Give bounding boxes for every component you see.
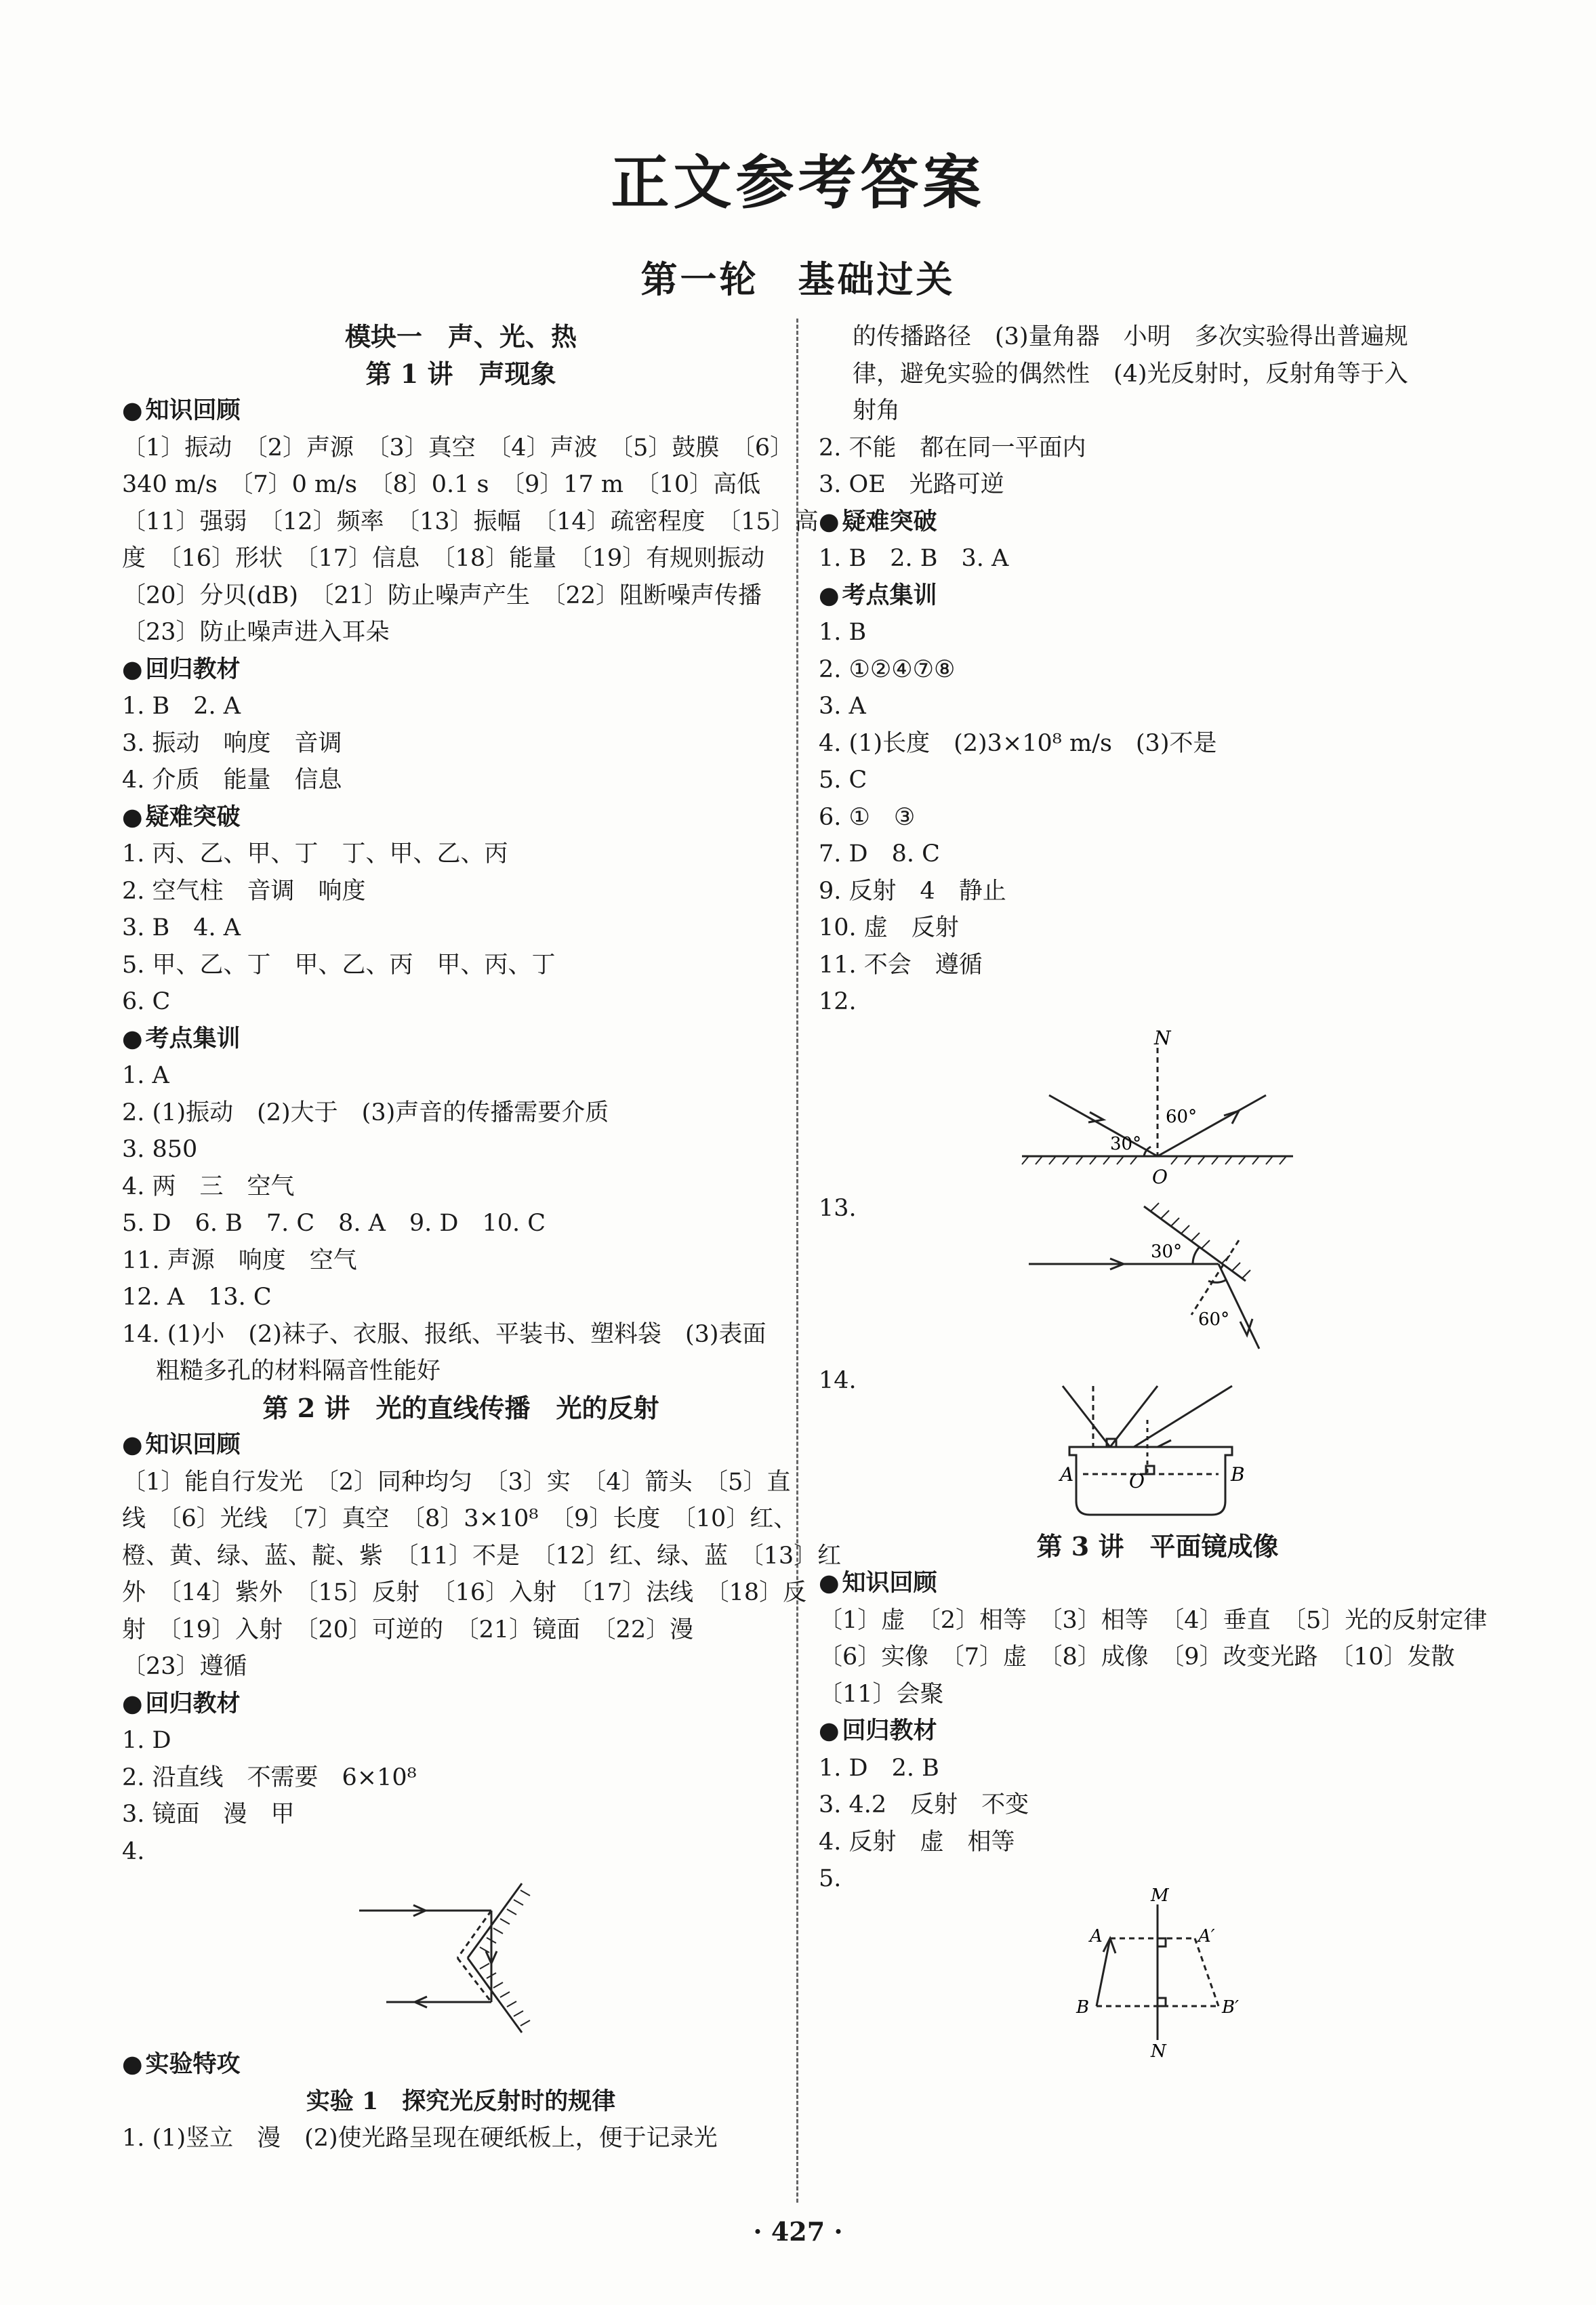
- section-difficult: ● 疑难突破: [819, 504, 1496, 541]
- label-b: B: [1076, 1997, 1090, 2018]
- answer-line: 1. (1)竖立 漫 (2)使光路呈现在硬纸板上，便于记录光: [122, 2125, 718, 2152]
- l1-review-line: 340 m/s 〔7〕0 m/s 〔8〕0.1 s 〔9〕17 m 〔10〕高低: [122, 471, 761, 498]
- label-30: 30°: [1151, 1242, 1183, 1262]
- l2-review-line: 射 〔19〕入射 〔20〕可逆的 〔21〕镜面 〔22〕漫: [122, 1616, 694, 1644]
- section-textbook: ● 回归教材: [122, 1686, 800, 1723]
- module-heading: 模块一 声、光、热: [344, 321, 577, 352]
- answer-line: 5. C: [819, 767, 867, 794]
- section-review: ● 知识回顾: [122, 392, 800, 430]
- page-number: · 427 ·: [753, 2216, 843, 2247]
- answer-line: 3. A: [819, 693, 866, 720]
- figure-plane-mirror-5: [1056, 1884, 1259, 2060]
- l1-review-line: 〔20〕分贝(dB) 〔21〕防止噪声产生 〔22〕阻断噪声传播: [122, 582, 762, 609]
- label-b: B: [1231, 1463, 1245, 1486]
- answer-line: 2. ①②④⑦⑧: [819, 655, 956, 683]
- label-60: 60°: [1198, 1309, 1230, 1330]
- answer-line: 3. B 4. A: [122, 914, 241, 941]
- label-m: M: [1151, 1885, 1169, 1906]
- answer-line: 1. B 2. B 3. A: [819, 545, 1009, 572]
- answer-line: 3. 镜面 漫 甲: [122, 1801, 295, 1828]
- answer-line: 2. (1)振动 (2)大于 (3)声音的传播需要介质: [122, 1099, 609, 1126]
- l1-review-line: 〔11〕强弱 〔12〕频率 〔13〕振幅 〔14〕疏密程度 〔15〕高: [122, 508, 819, 535]
- l2-review-line: 橙、黄、绿、蓝、靛、紫 〔11〕不是 〔12〕红、绿、蓝 〔13〕红: [122, 1542, 842, 1570]
- answer-line: 11. 声源 响度 空气: [122, 1246, 357, 1274]
- answer-line: 7. D 8. C: [819, 840, 940, 868]
- experiment-title: 实验 1 探究光反射时的规律: [306, 2087, 616, 2115]
- answer-line: 4.: [122, 1837, 145, 1865]
- answer-line: 1. B: [819, 619, 867, 646]
- lecture3-heading: 第 3 讲 平面镜成像: [1036, 1530, 1279, 1562]
- answer-line: 10. 虚 反射: [819, 914, 959, 941]
- l2-review-line: 〔1〕能自行发光 〔2〕同种均匀 〔3〕实 〔4〕箭头 〔5〕直: [122, 1468, 791, 1496]
- figure-corner-mirror: [346, 1870, 576, 2046]
- answer-line: 3. 850: [122, 1136, 198, 1163]
- l3-review-line: 〔1〕虚 〔2〕相等 〔3〕相等 〔4〕垂直 〔5〕光的反射定律: [819, 1606, 1488, 1634]
- answer-line: 的传播路径 (3)量角器 小明 多次实验得出普遍规: [853, 323, 1408, 350]
- section-textbook: ● 回归教材: [122, 651, 800, 689]
- answer-line: 9. 反射 4 静止: [819, 877, 1006, 905]
- figure-reflection-13: [1015, 1200, 1300, 1362]
- answer-line: 5. D 6. B 7. C 8. A 9. D 10. C: [122, 1210, 546, 1237]
- answer-line: 3. OE 光路可逆: [819, 471, 1004, 498]
- answer-line: 律，避免实验的偶然性 (4)光反射时，反射角等于入: [853, 360, 1408, 388]
- answer-line: 1. 丙、乙、甲、丁 丁、甲、乙、丙: [122, 840, 508, 868]
- label-b-prime: B′: [1222, 1997, 1240, 2018]
- answer-line: 粗糙多孔的材料隔音性能好: [156, 1358, 441, 1385]
- answer-line: 1. D 2. B: [819, 1754, 939, 1782]
- label-a-prime: A′: [1198, 1925, 1215, 1946]
- figure-cup-14: [1015, 1379, 1300, 1528]
- section-review: ● 知识回顾: [122, 1427, 800, 1464]
- answer-line: 1. A: [122, 1062, 169, 1089]
- l3-review-line: 〔6〕实像 〔7〕虚 〔8〕成像 〔9〕改变光路 〔10〕发散: [819, 1644, 1455, 1671]
- left-column: [122, 319, 842, 2157]
- answer-line: 3. 振动 响度 音调: [122, 729, 342, 757]
- l1-review-line: 〔23〕防止噪声进入耳朵: [122, 619, 390, 646]
- answer-line: 6. C: [122, 988, 171, 1015]
- answer-line: 2. 沿直线 不需要 6×10⁸: [122, 1763, 417, 1791]
- label-a: A: [1090, 1925, 1103, 1946]
- section-exam: ● 考点集训: [122, 1021, 800, 1058]
- l2-review-line: 〔23〕遵循: [122, 1653, 247, 1680]
- l2-review-line: 外 〔14〕紫外 〔15〕反射 〔16〕入射 〔17〕法线 〔18〕反: [122, 1579, 807, 1606]
- answer-line: 5. 甲、乙、丁 甲、乙、丙 甲、丙、丁: [122, 951, 556, 979]
- page-title: 正文参考答案: [611, 148, 985, 217]
- label-o: O: [1152, 1165, 1168, 1188]
- answer-line: 6. ① ③: [819, 803, 916, 831]
- round-title: 第一轮 基础过关: [640, 258, 956, 301]
- section-experiment: ● 实验特攻: [122, 2046, 800, 2083]
- label-30: 30°: [1110, 1133, 1142, 1154]
- l1-review-line: 〔1〕振动 〔2〕声源 〔3〕真空 〔4〕声波 〔5〕鼓膜 〔6〕: [122, 434, 794, 462]
- section-difficult: ● 疑难突破: [122, 799, 800, 836]
- lecture2-heading: 第 2 讲 光的直线传播 光的反射: [262, 1392, 659, 1423]
- answer-line: 5.: [819, 1865, 842, 1892]
- label-n: N: [1151, 2041, 1166, 2060]
- section-textbook: ● 回归教材: [819, 1713, 1496, 1750]
- answer-line: 4. 介质 能量 信息: [122, 767, 342, 794]
- figure-reflection-12: [1008, 1021, 1307, 1190]
- label-60: 60°: [1166, 1106, 1198, 1127]
- answer-line: 射角: [853, 397, 901, 424]
- answer-line: 13.: [819, 1194, 857, 1222]
- answer-line: 14.: [819, 1367, 857, 1394]
- l2-review-line: 线 〔6〕光线 〔7〕真空 〔8〕3×10⁸ 〔9〕长度 〔10〕红、: [122, 1505, 798, 1532]
- answer-line: 1. B 2. A: [122, 693, 241, 720]
- label-a: A: [1060, 1463, 1074, 1486]
- answer-line: 2. 不能 都在同一平面内: [819, 434, 1086, 462]
- answer-line: 12.: [819, 988, 857, 1015]
- l1-review-line: 度 〔16〕形状 〔17〕信息 〔18〕能量 〔19〕有规则振动: [122, 545, 765, 572]
- answer-line: 2. 空气柱 音调 响度: [122, 877, 366, 905]
- section-exam: ● 考点集训: [819, 577, 1496, 615]
- answer-line: 4. (1)长度 (2)3×10⁸ m/s (3)不是: [819, 729, 1217, 757]
- answer-line: 4. 反射 虚 相等: [819, 1828, 1015, 1856]
- answer-line: 4. 两 三 空气: [122, 1172, 295, 1200]
- right-column: [819, 319, 1496, 2060]
- lecture1-heading: 第 1 讲 声现象: [365, 358, 556, 389]
- answer-line: 14. (1)小 (2)袜子、衣服、报纸、平装书、塑料袋 (3)表面: [122, 1320, 766, 1348]
- section-review: ● 知识回顾: [819, 1565, 1496, 1602]
- answer-line: 3. 4.2 反射 不变: [819, 1791, 1029, 1818]
- answer-line: 12. A 13. C: [122, 1284, 272, 1311]
- answer-line: 1. D: [122, 1727, 171, 1754]
- answer-line: 11. 不会 遵循: [819, 951, 983, 979]
- label-n: N: [1154, 1026, 1171, 1049]
- l3-review-line: 〔11〕会聚: [819, 1680, 944, 1708]
- label-o: O: [1129, 1469, 1145, 1492]
